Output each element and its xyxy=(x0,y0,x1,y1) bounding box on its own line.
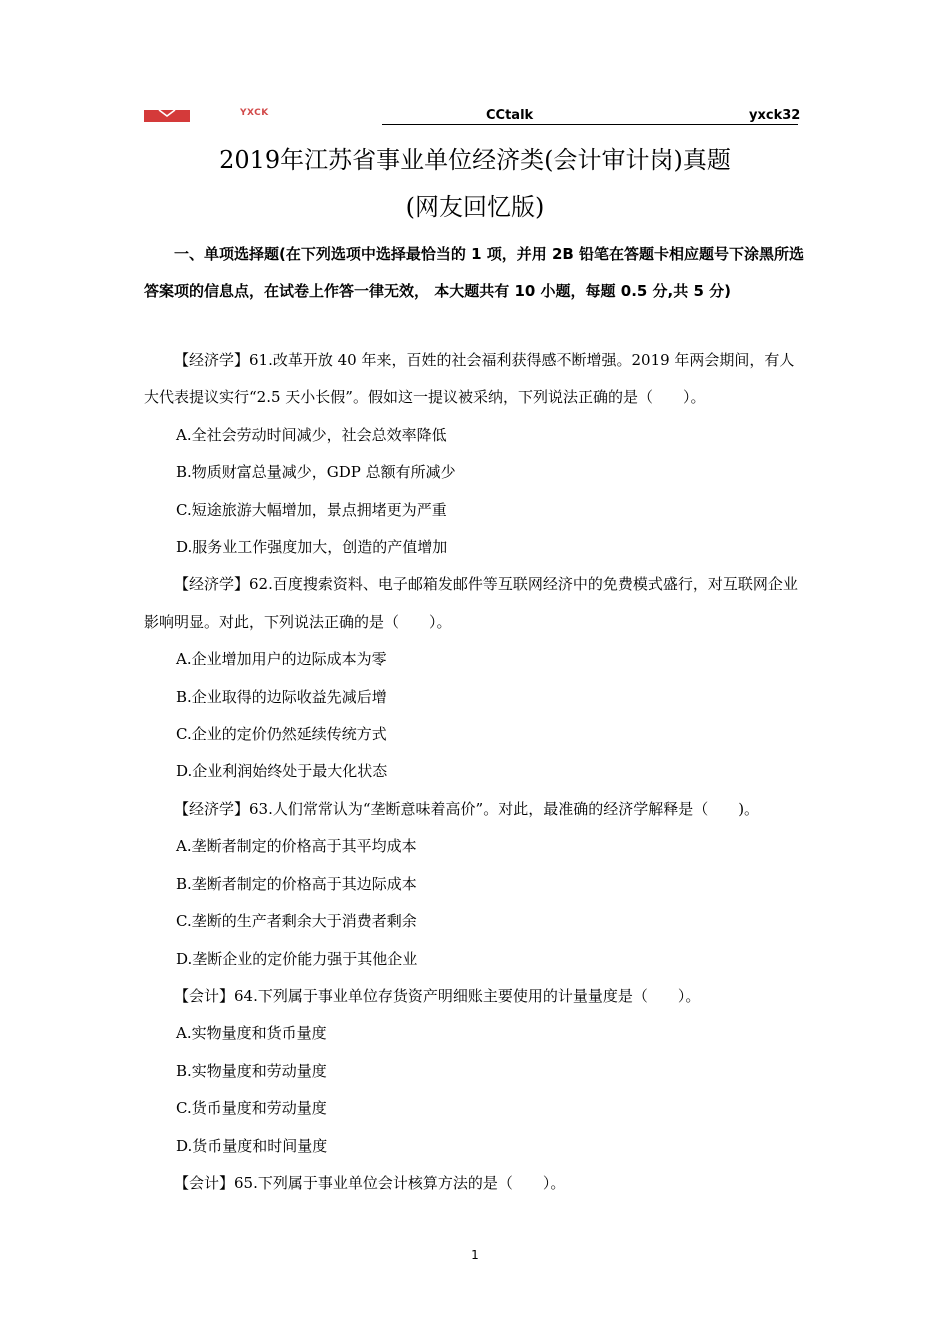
option-c: C.企业的定价仍然延续传统方式 xyxy=(176,725,387,744)
option-b: B.物质财富总量减少，GDP 总额有所减少 xyxy=(176,463,456,482)
question-list xyxy=(144,342,809,1202)
section-heading: 一、单项选择题(在下列选项中选择最恰当的 1 项，并用 2B 铅笔在答题卡相应题号下涂黑所选答案项的信息点，在试卷上作答一律无效， 本大题共有 10 小题，每题 0.5 分,共 5 分) xyxy=(144,245,805,300)
option-d: D.货币量度和时间量度 xyxy=(176,1136,328,1155)
question-stem: 【经济学】62.百度搜索资料、电子邮箱发邮件等互联网经济中的免费模式盛行，对互联网企业影响明显。对此，下列说法正确的是（ ）。 xyxy=(144,575,798,631)
option-b: B.企业取得的边际收益先减后增 xyxy=(176,687,387,706)
question-stem: 【会计】65.下列属于事业单位会计核算方法的是（ ）。 xyxy=(174,1173,566,1192)
option-d: D.垄断企业的定价能力强于其他企业 xyxy=(176,949,418,968)
option-d: D.企业利润始终处于最大化状态 xyxy=(176,762,388,781)
logo-text: YXCK xyxy=(240,108,269,118)
yxck-logo-icon xyxy=(144,110,190,122)
option-a: A.全社会劳动时间减少，社会总效率降低 xyxy=(176,425,447,444)
option-d: D.服务业工作强度加大，创造的产值增加 xyxy=(176,538,448,557)
question-stem: 【经济学】61.改革开放 40 年来，百姓的社会福利获得感不断增强。2019 年两会期间，有人大代表提议实行“2.5 天小长假”。假如这一提议被采纳，下列说法正确的是（ ）。 xyxy=(144,351,795,407)
option-b: B.垄断者制定的价格高于其边际成本 xyxy=(176,874,417,893)
question-stem: 【经济学】63.人们常常认为“垄断意味着高价”。对此，最准确的经济学解释是（ )。 xyxy=(174,799,760,818)
header-center-text: CCtalk xyxy=(486,108,534,123)
option-c: C.短途旅游大幅增加，景点拥堵更为严重 xyxy=(176,500,447,519)
page-header xyxy=(0,0,950,130)
option-b: B.实物量度和劳动量度 xyxy=(176,1061,327,1080)
option-a: A.实物量度和货币量度 xyxy=(176,1024,327,1043)
header-right-text: yxck32 xyxy=(749,108,801,123)
header-divider xyxy=(382,124,798,125)
option-a: A.企业增加用户的边际成本为零 xyxy=(176,650,387,669)
option-a: A.垄断者制定的价格高于其平均成本 xyxy=(176,837,417,856)
page-number: 1 xyxy=(471,1248,479,1262)
question-stem: 【会计】64.下列属于事业单位存货资产明细账主要使用的计量量度是（ ）。 xyxy=(174,986,701,1005)
option-c: C.垄断的生产者剩余大于消费者剩余 xyxy=(176,912,417,931)
document-subtitle: (网友回忆版) xyxy=(405,193,545,221)
document-title: 2019年江苏省事业单位经济类(会计审计岗)真题 xyxy=(219,146,731,174)
option-c: C.货币量度和劳动量度 xyxy=(176,1099,327,1118)
